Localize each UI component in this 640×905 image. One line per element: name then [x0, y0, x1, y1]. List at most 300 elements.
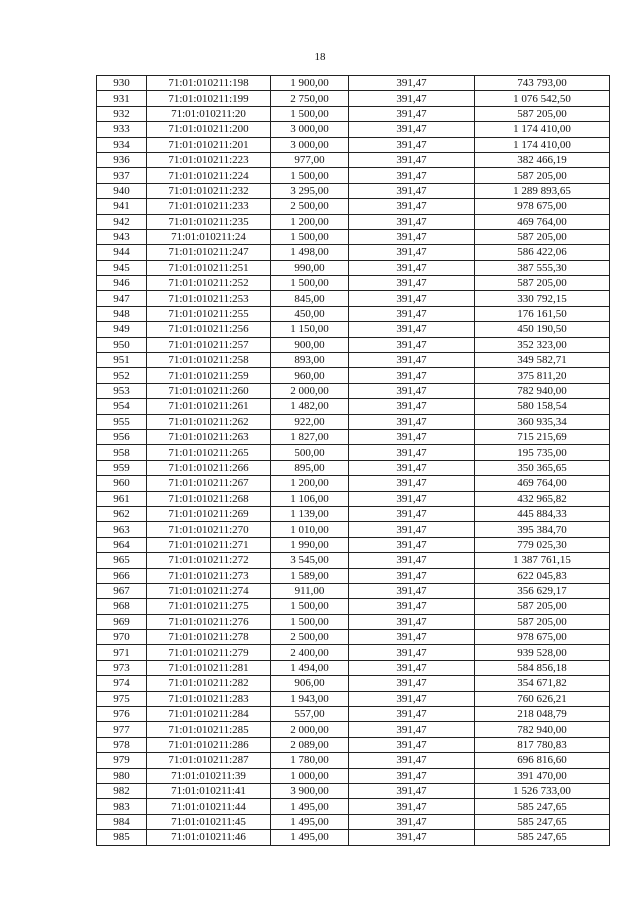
area-cell: 960,00 [271, 368, 349, 383]
rate-cell: 391,47 [349, 260, 475, 275]
value-cell: 330 792,15 [475, 291, 610, 306]
row-number-cell: 966 [97, 568, 147, 583]
table-row [97, 676, 610, 691]
rate-cell: 391,47 [349, 537, 475, 552]
area-cell: 1 589,00 [271, 568, 349, 583]
cadastral-number-cell: 71:01:010211:223 [147, 152, 271, 167]
page-number: 18 [314, 51, 326, 63]
table-row [97, 568, 610, 583]
row-number-cell: 971 [97, 645, 147, 660]
table-row [97, 553, 610, 568]
table-row [97, 537, 610, 552]
value-cell: 382 466,19 [475, 152, 610, 167]
area-cell: 2 000,00 [271, 383, 349, 398]
cadastral-number-cell: 71:01:010211:255 [147, 306, 271, 321]
cadastral-number-cell: 71:01:010211:267 [147, 476, 271, 491]
cadastral-number-cell: 71:01:010211:252 [147, 276, 271, 291]
cadastral-number-cell: 71:01:010211:45 [147, 814, 271, 829]
rate-cell: 391,47 [349, 91, 475, 106]
rate-cell: 391,47 [349, 814, 475, 829]
row-number-cell: 955 [97, 414, 147, 429]
area-cell: 3 900,00 [271, 783, 349, 798]
rate-cell: 391,47 [349, 460, 475, 475]
value-cell: 760 626,21 [475, 691, 610, 706]
rate-cell: 391,47 [349, 522, 475, 537]
row-number-cell: 947 [97, 291, 147, 306]
table-row [97, 691, 610, 706]
table-row [97, 753, 610, 768]
value-cell: 939 528,00 [475, 645, 610, 660]
value-cell: 587 205,00 [475, 168, 610, 183]
area-cell: 1 780,00 [271, 753, 349, 768]
table-row [97, 383, 610, 398]
cadastral-number-cell: 71:01:010211:20 [147, 106, 271, 121]
table-row [97, 414, 610, 429]
area-cell: 1 827,00 [271, 429, 349, 444]
rate-cell: 391,47 [349, 76, 475, 91]
value-cell: 176 161,50 [475, 306, 610, 321]
row-number-cell: 931 [97, 91, 147, 106]
rate-cell: 391,47 [349, 553, 475, 568]
area-cell: 977,00 [271, 152, 349, 167]
value-cell: 587 205,00 [475, 599, 610, 614]
value-cell: 622 045,83 [475, 568, 610, 583]
rate-cell: 391,47 [349, 630, 475, 645]
row-number-cell: 943 [97, 229, 147, 244]
cadastral-number-cell: 71:01:010211:276 [147, 614, 271, 629]
table-row [97, 783, 610, 798]
cadastral-number-cell: 71:01:010211:271 [147, 537, 271, 552]
rate-cell: 391,47 [349, 614, 475, 629]
table-row [97, 491, 610, 506]
row-number-cell: 984 [97, 814, 147, 829]
table-row [97, 768, 610, 783]
value-cell: 356 629,17 [475, 583, 610, 598]
table-row [97, 152, 610, 167]
row-number-cell: 952 [97, 368, 147, 383]
rate-cell: 391,47 [349, 276, 475, 291]
table-row [97, 799, 610, 814]
rate-cell: 391,47 [349, 245, 475, 260]
value-cell: 587 205,00 [475, 229, 610, 244]
row-number-cell: 965 [97, 553, 147, 568]
land-plot-table [96, 75, 610, 846]
area-cell: 1 482,00 [271, 399, 349, 414]
area-cell: 990,00 [271, 260, 349, 275]
area-cell: 1 494,00 [271, 660, 349, 675]
cadastral-number-cell: 71:01:010211:253 [147, 291, 271, 306]
area-cell: 1 495,00 [271, 814, 349, 829]
rate-cell: 391,47 [349, 414, 475, 429]
table-row [97, 445, 610, 460]
area-cell: 1 900,00 [271, 76, 349, 91]
row-number-cell: 950 [97, 337, 147, 352]
row-number-cell: 951 [97, 353, 147, 368]
area-cell: 893,00 [271, 353, 349, 368]
row-number-cell: 954 [97, 399, 147, 414]
value-cell: 1 387 761,15 [475, 553, 610, 568]
row-number-cell: 977 [97, 722, 147, 737]
table-row [97, 630, 610, 645]
table-row [97, 722, 610, 737]
value-cell: 584 856,18 [475, 660, 610, 675]
table-row [97, 707, 610, 722]
table-row [97, 214, 610, 229]
value-cell: 195 735,00 [475, 445, 610, 460]
table-row [97, 337, 610, 352]
row-number-cell: 978 [97, 737, 147, 752]
value-cell: 782 940,00 [475, 383, 610, 398]
row-number-cell: 960 [97, 476, 147, 491]
table-row [97, 306, 610, 321]
value-cell: 1 174 410,00 [475, 137, 610, 152]
value-cell: 586 422,06 [475, 245, 610, 260]
value-cell: 1 289 893,65 [475, 183, 610, 198]
cadastral-number-cell: 71:01:010211:39 [147, 768, 271, 783]
rate-cell: 391,47 [349, 676, 475, 691]
value-cell: 391 470,00 [475, 768, 610, 783]
value-cell: 779 025,30 [475, 537, 610, 552]
rate-cell: 391,47 [349, 799, 475, 814]
value-cell: 585 247,65 [475, 814, 610, 829]
rate-cell: 391,47 [349, 322, 475, 337]
table-row [97, 460, 610, 475]
cadastral-number-cell: 71:01:010211:269 [147, 506, 271, 521]
value-cell: 445 884,33 [475, 506, 610, 521]
area-cell: 2 500,00 [271, 630, 349, 645]
value-cell: 354 671,82 [475, 676, 610, 691]
table-row [97, 183, 610, 198]
value-cell: 978 675,00 [475, 630, 610, 645]
table-row [97, 506, 610, 521]
area-cell: 1 495,00 [271, 830, 349, 845]
rate-cell: 391,47 [349, 353, 475, 368]
row-number-cell: 968 [97, 599, 147, 614]
cadastral-number-cell: 71:01:010211:233 [147, 199, 271, 214]
area-cell: 3 295,00 [271, 183, 349, 198]
row-number-cell: 975 [97, 691, 147, 706]
area-cell: 845,00 [271, 291, 349, 306]
table-row [97, 368, 610, 383]
cadastral-number-cell: 71:01:010211:278 [147, 630, 271, 645]
value-cell: 782 940,00 [475, 722, 610, 737]
row-number-cell: 953 [97, 383, 147, 398]
cadastral-number-cell: 71:01:010211:200 [147, 122, 271, 137]
value-cell: 585 247,65 [475, 799, 610, 814]
cadastral-number-cell: 71:01:010211:262 [147, 414, 271, 429]
rate-cell: 391,47 [349, 168, 475, 183]
value-cell: 696 816,60 [475, 753, 610, 768]
area-cell: 1 139,00 [271, 506, 349, 521]
row-number-cell: 969 [97, 614, 147, 629]
row-number-cell: 956 [97, 429, 147, 444]
table-row [97, 91, 610, 106]
row-number-cell: 934 [97, 137, 147, 152]
cadastral-number-cell: 71:01:010211:235 [147, 214, 271, 229]
area-cell: 1 495,00 [271, 799, 349, 814]
area-cell: 1 990,00 [271, 537, 349, 552]
area-cell: 900,00 [271, 337, 349, 352]
table-body [97, 76, 610, 846]
table-row [97, 137, 610, 152]
cadastral-number-cell: 71:01:010211:232 [147, 183, 271, 198]
row-number-cell: 967 [97, 583, 147, 598]
value-cell: 352 323,00 [475, 337, 610, 352]
area-cell: 1 106,00 [271, 491, 349, 506]
rate-cell: 391,47 [349, 291, 475, 306]
value-cell: 395 384,70 [475, 522, 610, 537]
rate-cell: 391,47 [349, 429, 475, 444]
rate-cell: 391,47 [349, 660, 475, 675]
row-number-cell: 946 [97, 276, 147, 291]
rate-cell: 391,47 [349, 122, 475, 137]
area-cell: 450,00 [271, 306, 349, 321]
value-cell: 360 935,34 [475, 414, 610, 429]
row-number-cell: 940 [97, 183, 147, 198]
rate-cell: 391,47 [349, 399, 475, 414]
value-cell: 817 780,83 [475, 737, 610, 752]
row-number-cell: 963 [97, 522, 147, 537]
value-cell: 349 582,71 [475, 353, 610, 368]
rate-cell: 391,47 [349, 568, 475, 583]
table-row [97, 583, 610, 598]
table-row [97, 199, 610, 214]
rate-cell: 391,47 [349, 506, 475, 521]
cadastral-number-cell: 71:01:010211:256 [147, 322, 271, 337]
rate-cell: 391,47 [349, 183, 475, 198]
cadastral-number-cell: 71:01:010211:44 [147, 799, 271, 814]
value-cell: 743 793,00 [475, 76, 610, 91]
cadastral-number-cell: 71:01:010211:281 [147, 660, 271, 675]
cadastral-number-cell: 71:01:010211:41 [147, 783, 271, 798]
table-row [97, 599, 610, 614]
rate-cell: 391,47 [349, 152, 475, 167]
rate-cell: 391,47 [349, 229, 475, 244]
value-cell: 587 205,00 [475, 106, 610, 121]
table-row [97, 106, 610, 121]
table-row [97, 429, 610, 444]
cadastral-number-cell: 71:01:010211:263 [147, 429, 271, 444]
rate-cell: 391,47 [349, 753, 475, 768]
rate-cell: 391,47 [349, 722, 475, 737]
rate-cell: 391,47 [349, 306, 475, 321]
area-cell: 1 150,00 [271, 322, 349, 337]
value-cell: 1 526 733,00 [475, 783, 610, 798]
table-row [97, 76, 610, 91]
value-cell: 715 215,69 [475, 429, 610, 444]
area-cell: 1 500,00 [271, 614, 349, 629]
row-number-cell: 983 [97, 799, 147, 814]
table-row [97, 614, 610, 629]
row-number-cell: 933 [97, 122, 147, 137]
rate-cell: 391,47 [349, 599, 475, 614]
area-cell: 1 500,00 [271, 229, 349, 244]
area-cell: 2 750,00 [271, 91, 349, 106]
cadastral-number-cell: 71:01:010211:266 [147, 460, 271, 475]
cadastral-number-cell: 71:01:010211:265 [147, 445, 271, 460]
value-cell: 450 190,50 [475, 322, 610, 337]
value-cell: 580 158,54 [475, 399, 610, 414]
cadastral-number-cell: 71:01:010211:201 [147, 137, 271, 152]
cadastral-number-cell: 71:01:010211:258 [147, 353, 271, 368]
rate-cell: 391,47 [349, 707, 475, 722]
area-cell: 1 500,00 [271, 599, 349, 614]
cadastral-number-cell: 71:01:010211:257 [147, 337, 271, 352]
rate-cell: 391,47 [349, 645, 475, 660]
area-cell: 2 089,00 [271, 737, 349, 752]
cadastral-number-cell: 71:01:010211:283 [147, 691, 271, 706]
rate-cell: 391,47 [349, 476, 475, 491]
cadastral-number-cell: 71:01:010211:275 [147, 599, 271, 614]
value-cell: 350 365,65 [475, 460, 610, 475]
cadastral-number-cell: 71:01:010211:282 [147, 676, 271, 691]
rate-cell: 391,47 [349, 830, 475, 845]
area-cell: 2 500,00 [271, 199, 349, 214]
value-cell: 585 247,65 [475, 830, 610, 845]
cadastral-number-cell: 71:01:010211:287 [147, 753, 271, 768]
table-row [97, 276, 610, 291]
area-cell: 1 200,00 [271, 214, 349, 229]
area-cell: 911,00 [271, 583, 349, 598]
rate-cell: 391,47 [349, 768, 475, 783]
row-number-cell: 973 [97, 660, 147, 675]
rate-cell: 391,47 [349, 383, 475, 398]
area-cell: 1 500,00 [271, 276, 349, 291]
cadastral-number-cell: 71:01:010211:273 [147, 568, 271, 583]
table-row [97, 830, 610, 845]
value-cell: 587 205,00 [475, 614, 610, 629]
row-number-cell: 980 [97, 768, 147, 783]
value-cell: 587 205,00 [475, 276, 610, 291]
table-row [97, 229, 610, 244]
area-cell: 1 010,00 [271, 522, 349, 537]
value-cell: 469 764,00 [475, 214, 610, 229]
row-number-cell: 930 [97, 76, 147, 91]
table-row [97, 737, 610, 752]
area-cell: 1 498,00 [271, 245, 349, 260]
row-number-cell: 958 [97, 445, 147, 460]
table-row [97, 814, 610, 829]
table-row [97, 353, 610, 368]
value-cell: 375 811,20 [475, 368, 610, 383]
area-cell: 895,00 [271, 460, 349, 475]
table-row [97, 399, 610, 414]
area-cell: 2 400,00 [271, 645, 349, 660]
value-cell: 469 764,00 [475, 476, 610, 491]
area-cell: 500,00 [271, 445, 349, 460]
table-row [97, 291, 610, 306]
row-number-cell: 964 [97, 537, 147, 552]
cadastral-number-cell: 71:01:010211:24 [147, 229, 271, 244]
cadastral-number-cell: 71:01:010211:247 [147, 245, 271, 260]
row-number-cell: 949 [97, 322, 147, 337]
table-row [97, 245, 610, 260]
cadastral-number-cell: 71:01:010211:268 [147, 491, 271, 506]
cadastral-number-cell: 71:01:010211:259 [147, 368, 271, 383]
row-number-cell: 941 [97, 199, 147, 214]
cadastral-number-cell: 71:01:010211:251 [147, 260, 271, 275]
cadastral-number-cell: 71:01:010211:279 [147, 645, 271, 660]
area-cell: 922,00 [271, 414, 349, 429]
value-cell: 1 174 410,00 [475, 122, 610, 137]
table-row [97, 476, 610, 491]
cadastral-number-cell: 71:01:010211:286 [147, 737, 271, 752]
row-number-cell: 962 [97, 506, 147, 521]
table-row [97, 645, 610, 660]
row-number-cell: 970 [97, 630, 147, 645]
rate-cell: 391,47 [349, 491, 475, 506]
row-number-cell: 937 [97, 168, 147, 183]
rate-cell: 391,47 [349, 199, 475, 214]
value-cell: 1 076 542,50 [475, 91, 610, 106]
cadastral-number-cell: 71:01:010211:260 [147, 383, 271, 398]
rate-cell: 391,47 [349, 783, 475, 798]
rate-cell: 391,47 [349, 337, 475, 352]
row-number-cell: 936 [97, 152, 147, 167]
table-row [97, 168, 610, 183]
row-number-cell: 944 [97, 245, 147, 260]
row-number-cell: 959 [97, 460, 147, 475]
area-cell: 2 000,00 [271, 722, 349, 737]
cadastral-number-cell: 71:01:010211:199 [147, 91, 271, 106]
value-cell: 978 675,00 [475, 199, 610, 214]
area-cell: 1 200,00 [271, 476, 349, 491]
table-row [97, 322, 610, 337]
row-number-cell: 982 [97, 783, 147, 798]
table-row [97, 660, 610, 675]
value-cell: 387 555,30 [475, 260, 610, 275]
cadastral-number-cell: 71:01:010211:272 [147, 553, 271, 568]
row-number-cell: 979 [97, 753, 147, 768]
table-row [97, 522, 610, 537]
cadastral-number-cell: 71:01:010211:261 [147, 399, 271, 414]
rate-cell: 391,47 [349, 214, 475, 229]
row-number-cell: 942 [97, 214, 147, 229]
rate-cell: 391,47 [349, 691, 475, 706]
rate-cell: 391,47 [349, 106, 475, 121]
cadastral-number-cell: 71:01:010211:46 [147, 830, 271, 845]
rate-cell: 391,47 [349, 445, 475, 460]
area-cell: 906,00 [271, 676, 349, 691]
area-cell: 3 000,00 [271, 122, 349, 137]
rate-cell: 391,47 [349, 737, 475, 752]
cadastral-number-cell: 71:01:010211:274 [147, 583, 271, 598]
cadastral-number-cell: 71:01:010211:270 [147, 522, 271, 537]
row-number-cell: 976 [97, 707, 147, 722]
area-cell: 1 500,00 [271, 106, 349, 121]
row-number-cell: 974 [97, 676, 147, 691]
cadastral-number-cell: 71:01:010211:198 [147, 76, 271, 91]
cadastral-number-cell: 71:01:010211:285 [147, 722, 271, 737]
row-number-cell: 948 [97, 306, 147, 321]
area-cell: 3 000,00 [271, 137, 349, 152]
row-number-cell: 985 [97, 830, 147, 845]
table-row [97, 122, 610, 137]
area-cell: 3 545,00 [271, 553, 349, 568]
cadastral-number-cell: 71:01:010211:224 [147, 168, 271, 183]
area-cell: 1 500,00 [271, 168, 349, 183]
area-cell: 1 000,00 [271, 768, 349, 783]
table-row [97, 260, 610, 275]
row-number-cell: 961 [97, 491, 147, 506]
rate-cell: 391,47 [349, 368, 475, 383]
value-cell: 218 048,79 [475, 707, 610, 722]
area-cell: 1 943,00 [271, 691, 349, 706]
rate-cell: 391,47 [349, 583, 475, 598]
area-cell: 557,00 [271, 707, 349, 722]
rate-cell: 391,47 [349, 137, 475, 152]
value-cell: 432 965,82 [475, 491, 610, 506]
